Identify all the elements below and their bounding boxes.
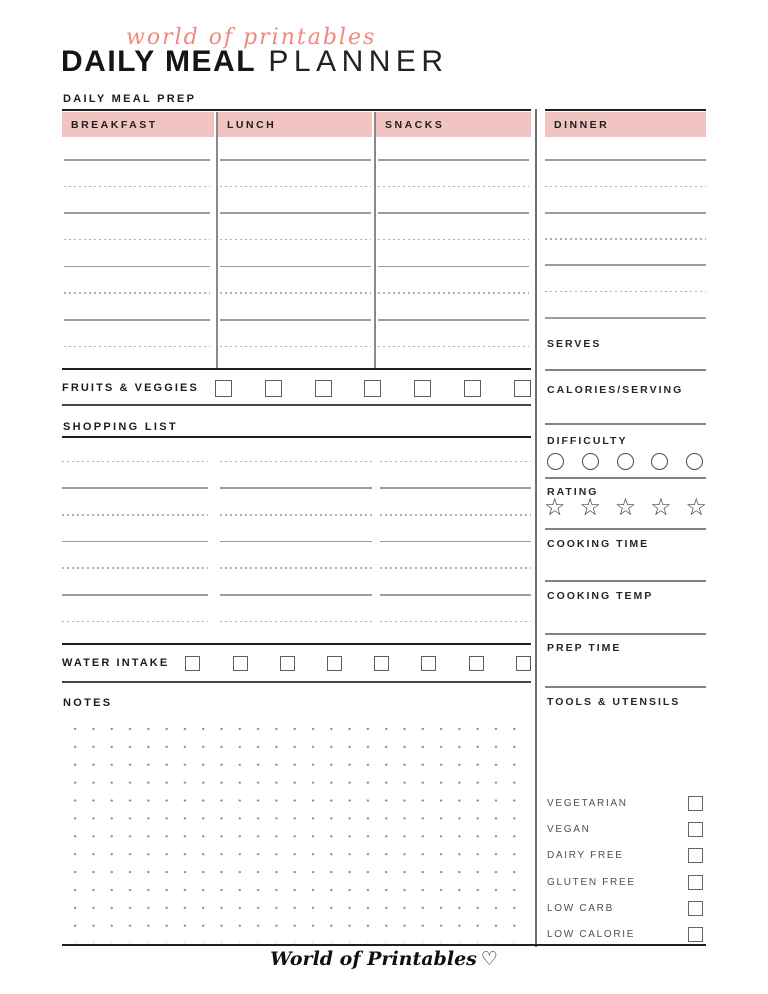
fruits-veggies-checkbox[interactable] xyxy=(315,380,332,397)
writing-line xyxy=(220,514,372,515)
page-column-divider xyxy=(535,109,537,947)
dietary-option-label: LOW CARB xyxy=(547,902,614,914)
breakfast-writing-lines[interactable] xyxy=(64,159,210,347)
writing-line xyxy=(380,487,531,489)
writing-line xyxy=(220,567,372,568)
star-icon[interactable]: ☆ xyxy=(614,493,637,521)
difficulty-circle-icon[interactable] xyxy=(617,453,634,470)
writing-line xyxy=(545,186,706,187)
writing-line xyxy=(62,594,208,596)
rating-label: RATING xyxy=(547,486,599,498)
difficulty-circle-icon[interactable] xyxy=(686,453,703,470)
fruits-veggies-checkbox[interactable] xyxy=(514,380,531,397)
serves-line[interactable] xyxy=(545,369,706,371)
shopping-list-lines-col1[interactable] xyxy=(62,461,208,622)
star-icon[interactable]: ☆ xyxy=(579,493,601,521)
shopping-list-bottom-rule xyxy=(62,643,531,645)
writing-line xyxy=(220,212,371,214)
dietary-option-label: GLUTEN FREE xyxy=(547,876,636,888)
dietary-option-row xyxy=(547,816,703,842)
lunch-writing-lines[interactable] xyxy=(220,159,371,347)
writing-line xyxy=(220,292,371,293)
dietary-checkbox[interactable] xyxy=(688,796,703,811)
writing-line xyxy=(220,346,371,347)
meal-column-header-label: SNACKS xyxy=(385,118,445,131)
prep-time-line[interactable] xyxy=(545,686,706,688)
writing-line xyxy=(380,514,531,515)
writing-line xyxy=(545,238,706,239)
meal-prep-bottom-rule xyxy=(62,368,531,370)
meal-column-header-label: BREAKFAST xyxy=(71,118,158,131)
water-intake-checkbox[interactable] xyxy=(185,656,200,671)
notes-dot-grid[interactable] xyxy=(63,714,527,943)
brand-script-logo: world of printables xyxy=(126,25,377,50)
writing-line xyxy=(378,239,529,240)
difficulty-circle-icon[interactable] xyxy=(582,453,599,470)
fruits-veggies-checkbox[interactable] xyxy=(464,380,481,397)
rating-stars xyxy=(544,495,707,519)
writing-line xyxy=(378,159,529,161)
cooking-temp-line[interactable] xyxy=(545,633,706,635)
notes-label: NOTES xyxy=(63,697,113,709)
fruits-veggies-checkbox[interactable] xyxy=(364,380,381,397)
writing-line xyxy=(220,186,371,187)
snacks-writing-lines[interactable] xyxy=(378,159,529,347)
table-column-divider xyxy=(374,112,376,370)
water-intake-row xyxy=(62,651,531,675)
writing-line xyxy=(62,621,208,622)
writing-line xyxy=(380,461,531,462)
writing-line xyxy=(64,292,210,293)
water-intake-checkbox[interactable] xyxy=(327,656,342,671)
writing-line xyxy=(378,319,529,321)
cooking-time-label: COOKING TIME xyxy=(547,538,650,550)
page-title xyxy=(61,45,449,78)
cooking-temp-label: COOKING TEMP xyxy=(547,590,654,602)
writing-line xyxy=(545,264,706,266)
dietary-checkbox[interactable] xyxy=(688,848,703,863)
table-column-divider xyxy=(216,112,218,370)
dinner-header xyxy=(545,112,706,137)
writing-line xyxy=(64,319,210,321)
writing-line xyxy=(380,541,531,543)
footer-logo-text: World of Printables xyxy=(270,948,477,970)
water-intake-checkbox[interactable] xyxy=(233,656,248,671)
dietary-option-label: VEGETARIAN xyxy=(547,797,628,809)
writing-line xyxy=(378,266,529,268)
writing-line xyxy=(62,567,208,568)
meal-column-header xyxy=(62,112,214,137)
difficulty-circle-icon[interactable] xyxy=(547,453,564,470)
writing-line xyxy=(380,621,531,622)
dietary-option-row xyxy=(547,843,703,869)
footer-logo xyxy=(0,948,768,970)
writing-line xyxy=(545,291,706,292)
dietary-option-label: LOW CALORIE xyxy=(547,929,636,941)
cooking-time-line[interactable] xyxy=(545,580,706,582)
tools-utensils-label: TOOLS & UTENSILS xyxy=(547,696,681,708)
writing-line xyxy=(545,317,706,319)
meal-prep-section-label: DAILY MEAL PREP xyxy=(63,93,197,105)
star-icon[interactable]: ☆ xyxy=(685,493,707,521)
difficulty-bottom-rule xyxy=(545,477,706,479)
water-intake-checkbox-set xyxy=(185,656,531,671)
dietary-option-row xyxy=(547,869,703,895)
dietary-option-label: DAIRY FREE xyxy=(547,850,624,862)
writing-line xyxy=(62,514,208,515)
writing-line xyxy=(64,346,210,347)
dietary-checklist xyxy=(547,790,703,948)
dietary-checkbox[interactable] xyxy=(688,927,703,942)
dinner-writing-lines[interactable] xyxy=(545,159,706,319)
writing-line xyxy=(64,159,210,161)
writing-line xyxy=(378,212,529,214)
calories-line[interactable] xyxy=(545,423,706,425)
star-icon[interactable]: ☆ xyxy=(650,493,672,521)
water-intake-checkbox[interactable] xyxy=(469,656,484,671)
meal-column-header xyxy=(376,112,531,137)
meal-prep-header-row xyxy=(62,112,531,137)
dinner-header-label: DINNER xyxy=(554,118,610,131)
fruits-veggies-checkbox[interactable] xyxy=(265,380,282,397)
shopping-list-lines-col3[interactable] xyxy=(380,461,531,622)
dietary-checkbox[interactable] xyxy=(688,875,703,890)
water-intake-checkbox[interactable] xyxy=(516,656,531,671)
writing-line xyxy=(378,292,529,293)
writing-line xyxy=(220,461,372,462)
writing-line xyxy=(62,541,208,543)
writing-line xyxy=(64,266,210,268)
water-intake-checkbox[interactable] xyxy=(374,656,389,671)
fruits-veggies-row xyxy=(62,376,531,400)
fruits-veggies-bottom-rule xyxy=(62,404,531,406)
dietary-option-row xyxy=(547,790,703,816)
fruits-veggies-checkbox[interactable] xyxy=(414,380,431,397)
fruits-veggies-label: FRUITS & VEGGIES xyxy=(62,382,199,394)
writing-line xyxy=(220,159,371,161)
shopping-list-label: SHOPPING LIST xyxy=(63,421,178,433)
writing-line xyxy=(378,346,529,347)
writing-line xyxy=(378,186,529,187)
difficulty-label: DIFFICULTY xyxy=(547,435,628,447)
writing-line xyxy=(220,319,371,321)
difficulty-circle-icon[interactable] xyxy=(651,453,668,470)
writing-line xyxy=(220,239,371,240)
writing-line xyxy=(64,186,210,187)
writing-line xyxy=(220,541,372,543)
page-title-bold: DAILY MEAL xyxy=(61,45,257,78)
meal-column-header-label: LUNCH xyxy=(227,118,277,131)
writing-line xyxy=(220,594,372,596)
rating-bottom-rule xyxy=(545,528,706,530)
fruits-veggies-checkbox[interactable] xyxy=(215,380,232,397)
writing-line xyxy=(62,487,208,489)
page-bottom-rule xyxy=(62,944,706,946)
meal-column-header xyxy=(218,112,372,137)
writing-line xyxy=(64,212,210,214)
writing-line xyxy=(62,461,208,462)
serves-label: SERVES xyxy=(547,338,602,350)
page-title-light: PLANNER xyxy=(268,45,449,78)
prep-time-label: PREP TIME xyxy=(547,642,622,654)
star-icon[interactable]: ☆ xyxy=(544,493,566,521)
writing-line xyxy=(64,239,210,240)
writing-line xyxy=(380,567,531,568)
shopping-list-lines-col2[interactable] xyxy=(220,461,372,622)
shopping-list-top-rule xyxy=(62,436,531,438)
water-intake-checkbox[interactable] xyxy=(421,656,436,671)
writing-line xyxy=(220,487,372,489)
fruits-veggies-checkbox-set xyxy=(215,380,531,397)
dietary-option-label: VEGAN xyxy=(547,823,591,835)
heart-icon: ♡ xyxy=(480,948,498,970)
writing-line xyxy=(545,159,706,161)
dietary-option-row xyxy=(547,895,703,921)
dietary-checkbox[interactable] xyxy=(688,822,703,837)
writing-line xyxy=(380,594,531,596)
difficulty-circles xyxy=(547,453,703,470)
water-intake-bottom-rule xyxy=(62,681,531,683)
writing-line xyxy=(220,266,371,268)
calories-label: CALORIES/SERVING xyxy=(547,384,684,396)
water-intake-label: WATER INTAKE xyxy=(62,657,170,669)
writing-line xyxy=(220,621,372,622)
dietary-checkbox[interactable] xyxy=(688,901,703,916)
writing-line xyxy=(545,212,706,214)
water-intake-checkbox[interactable] xyxy=(280,656,295,671)
